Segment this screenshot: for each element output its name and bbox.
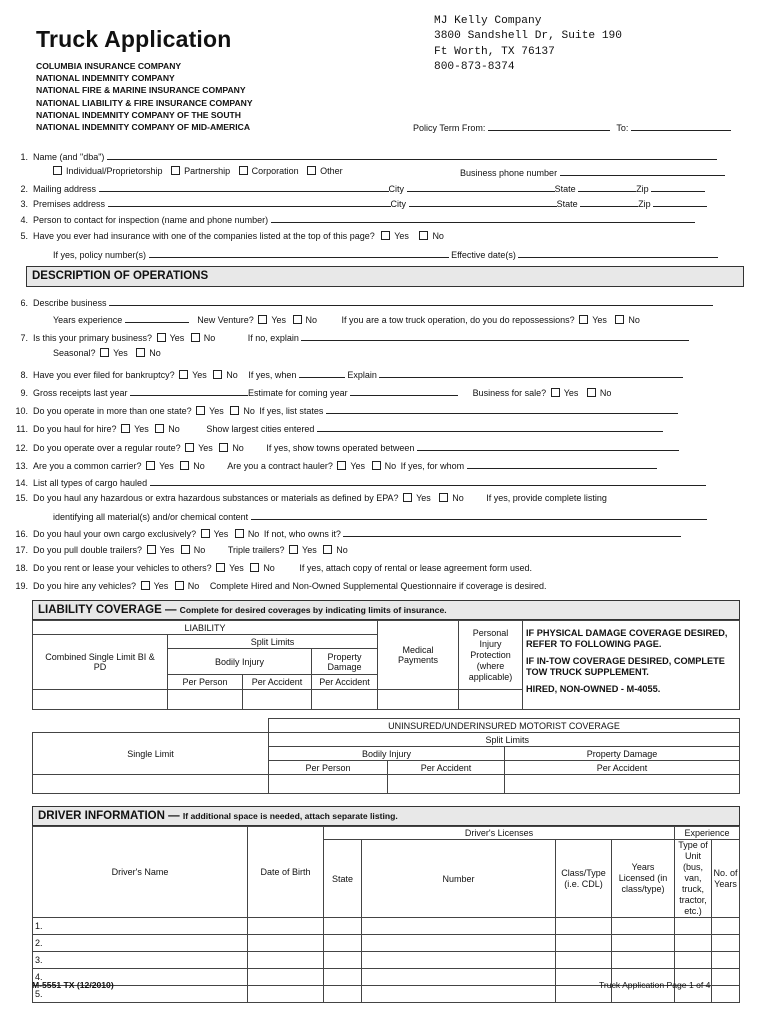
listing-label: If yes, provide complete listing <box>486 493 607 503</box>
class-cell[interactable] <box>556 935 612 952</box>
liability-subheading: Complete for desired coverages by indicating limits of insurance. <box>179 605 447 615</box>
no-label: No <box>168 424 180 434</box>
q16-label: Do you haul your own cargo exclusively? <box>33 529 197 539</box>
yes-checkbox[interactable] <box>196 406 205 415</box>
for-whom-field[interactable] <box>467 459 657 469</box>
entity-label: Corporation <box>251 166 299 176</box>
split-limits-header: Split Limits <box>168 635 378 649</box>
um-uim-table <box>32 718 740 794</box>
business-for-sale-label: Business for sale? <box>472 388 547 398</box>
triple-label: Triple trailers? <box>227 545 285 555</box>
yes-checkbox[interactable] <box>179 370 188 379</box>
um-bodily-injury: Bodily Injury <box>269 747 505 761</box>
no-checkbox[interactable] <box>419 231 428 240</box>
in-tow-note: IF IN-TOW COVERAGE DESIRED, COMPLETE TOW TRUCK SUPPLEMENT. <box>526 656 725 677</box>
company-name: COLUMBIA INSURANCE COMPANY <box>36 61 182 71</box>
no-checkbox[interactable] <box>235 529 244 538</box>
yes-checkbox[interactable] <box>201 529 210 538</box>
zip-label: Zip <box>638 199 651 209</box>
hired-non-owned-note: HIRED, NON-OWNED - M-4055. <box>526 684 661 694</box>
question-6: 6. Describe business <box>8 296 713 308</box>
unit-type-cell[interactable] <box>675 918 712 935</box>
gross-receipts-field[interactable] <box>130 386 248 396</box>
towns-between-label: If yes, show towns operated between <box>266 443 415 453</box>
number-cell[interactable] <box>362 986 556 1003</box>
yes-label: Yes <box>192 370 207 380</box>
q18-label: Do you rent or lease your vehicles to others? <box>33 563 212 573</box>
who-owns-label: If not, who owns it? <box>263 529 341 539</box>
no-label: No <box>226 370 238 380</box>
entity-label: Other <box>320 166 343 176</box>
no-checkbox[interactable] <box>250 563 259 572</box>
property-damage-header: Property Damage <box>312 649 378 675</box>
yes-checkbox[interactable] <box>121 424 130 433</box>
yes-checkbox[interactable] <box>216 563 225 572</box>
state-label: State <box>556 199 578 209</box>
no-label: No <box>336 545 348 555</box>
yes-label: Yes <box>350 461 366 471</box>
um-single-limit-input[interactable] <box>33 775 269 794</box>
driver-row <box>33 952 740 969</box>
no-years-header: No. of Years <box>712 840 740 918</box>
no-label: No <box>599 388 612 398</box>
yes-label: Yes <box>134 424 149 434</box>
other-checkbox[interactable] <box>307 166 316 175</box>
question-14: 14. List all types of cargo hauled <box>8 476 706 488</box>
driver-table <box>32 826 740 1003</box>
pip-header: Personal Injury Protection (where applicable) <box>459 621 523 690</box>
cities-field[interactable] <box>317 422 663 432</box>
driver-row-number[interactable]: 1. <box>33 918 248 935</box>
company-name: NATIONAL FIRE & MARINE INSURANCE COMPANY <box>36 85 246 96</box>
mailing-address-field[interactable] <box>99 182 389 192</box>
driver-row-number[interactable]: 5. <box>33 986 248 1003</box>
yes-label: Yes <box>563 388 579 398</box>
dob-cell[interactable] <box>248 952 324 969</box>
policy-numbers-row <box>53 248 718 260</box>
yes-checkbox[interactable] <box>579 315 588 324</box>
yes-label: Yes <box>169 333 185 343</box>
partnership-checkbox[interactable] <box>171 166 180 175</box>
class-cell[interactable] <box>556 918 612 935</box>
single-limit-header: Single Limit <box>33 733 269 775</box>
city-field[interactable] <box>409 197 557 207</box>
policy-term-to-field[interactable] <box>631 121 731 131</box>
yes-checkbox[interactable] <box>381 231 390 240</box>
no-label: No <box>232 443 244 453</box>
q17-label: Do you pull double trailers? <box>33 545 143 555</box>
entity-label: Individual/Proprietorship <box>66 166 163 176</box>
entity-label: Partnership <box>184 166 231 176</box>
years-experience-label: Years experience <box>53 315 123 325</box>
number-cell[interactable] <box>362 935 556 952</box>
question-12: 12. Do you operate over a regular route? Yes No If yes, show towns operated between <box>8 441 679 453</box>
no-checkbox[interactable] <box>155 424 164 433</box>
yes-checkbox[interactable] <box>141 581 150 590</box>
entity-type-row <box>53 166 343 176</box>
estimate-label: Estimate for coming year <box>248 388 348 398</box>
if-no-explain-label: If no, explain <box>247 333 299 343</box>
state-cell[interactable] <box>324 952 362 969</box>
page-title: Truck Application <box>36 26 232 52</box>
yes-label: Yes <box>153 581 169 591</box>
question-15: 15. Do you haul any hazardous or extra hazardous substances or materials as defined by EPA? Yes No If yes, provide complete listing <box>15 493 607 503</box>
number-cell[interactable] <box>362 969 556 986</box>
policy-term-to-label: To: <box>616 123 629 133</box>
q12-label: Do you operate over a regular route? <box>33 443 181 453</box>
no-checkbox[interactable] <box>439 493 448 502</box>
per-person-header: Per Person <box>168 675 243 690</box>
years-licensed-cell[interactable] <box>612 952 675 969</box>
dob-header: Date of Birth <box>248 827 324 918</box>
number-cell[interactable] <box>362 918 556 935</box>
no-years-cell[interactable] <box>712 935 740 952</box>
q4-label: Person to contact for inspection (name and phone number) <box>33 215 269 225</box>
no-label: No <box>187 581 200 591</box>
number-header: Number <box>362 840 556 918</box>
q6-label: Describe business <box>33 298 107 308</box>
no-label: No <box>263 563 275 573</box>
question-3: 3. Premises address City State Zip <box>8 197 707 209</box>
no-years-cell[interactable] <box>712 918 740 935</box>
page-number: Truck Application Page 1 of 4 <box>599 980 711 990</box>
no-checkbox[interactable] <box>191 333 200 342</box>
years-experience-field[interactable] <box>125 313 189 323</box>
dob-cell[interactable] <box>248 969 324 986</box>
yes-label: Yes <box>592 315 607 325</box>
question-11: 11. Do you haul for hire? Yes No Show largest cities entered <box>8 422 663 434</box>
no-checkbox[interactable] <box>230 406 239 415</box>
pd-per-accident-input-cell[interactable] <box>312 690 378 710</box>
insurance-companies <box>36 60 253 133</box>
q5-label: Have you ever had insurance with one of the companies listed at the top of this page? <box>33 231 375 241</box>
no-checkbox[interactable] <box>219 443 228 452</box>
no-label: No <box>432 231 444 241</box>
q19-label: Do you hire any vehicles? <box>33 581 137 591</box>
no-checkbox[interactable] <box>615 315 624 324</box>
question-9: 9. Gross receipts last year Estimate for coming year Business for sale? Yes No <box>20 388 612 398</box>
yes-checkbox[interactable] <box>157 333 166 342</box>
yes-checkbox[interactable] <box>258 315 267 324</box>
q14-label: List all types of cargo hauled <box>33 478 148 488</box>
driver-subheading: If additional space is needed, attach separate listing. <box>182 811 398 821</box>
coverage-notes <box>523 621 740 710</box>
state-cell[interactable] <box>324 918 362 935</box>
if-yes-when-label: If yes, when <box>248 370 297 380</box>
state-field[interactable] <box>578 182 636 192</box>
explain-label: Explain <box>347 370 377 380</box>
yes-checkbox[interactable] <box>100 348 109 357</box>
driver-heading-text: DRIVER INFORMATION — <box>38 810 180 822</box>
yes-checkbox[interactable] <box>551 388 560 397</box>
licenses-header: Driver's Licenses <box>324 827 675 840</box>
when-field[interactable] <box>299 368 345 378</box>
question-5: 5. Have you ever had insurance with one of the companies listed at the top of this page? Yes No <box>20 231 444 241</box>
um-per-accident-input[interactable] <box>388 775 505 794</box>
bankruptcy-explain-field[interactable] <box>379 368 683 378</box>
medical-payments-input-cell[interactable] <box>378 690 459 710</box>
agency-name: MJ Kelly Company <box>434 15 542 27</box>
no-checkbox[interactable] <box>180 461 189 470</box>
question-10: 10. Do you operate in more than one state? Yes No If yes, list states <box>8 404 678 416</box>
business-phone-label: Business phone number <box>460 168 558 178</box>
bi-per-person-input-cell[interactable] <box>168 690 243 710</box>
rental-copy-label: If yes, attach copy of rental or lease agreement form used. <box>299 563 532 573</box>
yes-label: Yes <box>113 348 128 358</box>
city-label: City <box>388 184 405 194</box>
yes-checkbox[interactable] <box>403 493 412 502</box>
no-checkbox[interactable] <box>587 388 596 397</box>
unit-type-cell[interactable] <box>675 935 712 952</box>
yes-checkbox[interactable] <box>147 545 156 554</box>
corporation-checkbox[interactable] <box>239 166 248 175</box>
pip-input-cell[interactable] <box>459 690 523 710</box>
no-years-cell[interactable] <box>712 969 740 986</box>
years-experience-row <box>53 313 640 325</box>
premises-address-field[interactable] <box>108 197 391 207</box>
years-licensed-header: Years Licensed (in class/type) <box>612 840 675 918</box>
effective-dates-label: Effective date(s) <box>451 250 516 260</box>
class-type-header: Class/Type (i.e. CDL) <box>556 840 612 918</box>
q2-label: Mailing address <box>33 184 97 194</box>
yes-label: Yes <box>416 493 431 503</box>
no-label: No <box>452 493 464 503</box>
question-17: 17. Do you pull double trailers? Yes No Triple trailers? Yes No <box>15 545 348 555</box>
driver-row-number[interactable]: 3. <box>33 952 248 969</box>
yes-label: Yes <box>229 563 244 573</box>
um-property-damage: Property Damage <box>505 747 740 761</box>
q15-label: Do you haul any hazardous or extra hazardous substances or materials as defined by EPA? <box>33 493 399 503</box>
driver-name-header: Driver's Name <box>33 827 248 918</box>
contact-field[interactable] <box>271 213 695 223</box>
zip-field[interactable] <box>651 182 705 192</box>
no-years-cell[interactable] <box>712 986 740 1003</box>
dob-cell[interactable] <box>248 935 324 952</box>
dob-cell[interactable] <box>248 918 324 935</box>
materials-field[interactable] <box>251 510 707 520</box>
yes-label: Yes <box>302 545 317 555</box>
seasonal-label: Seasonal? <box>53 348 96 358</box>
no-checkbox[interactable] <box>136 348 145 357</box>
operations-heading <box>26 266 744 287</box>
no-label: No <box>149 348 161 358</box>
agency-city: Ft Worth, TX 76137 <box>434 45 555 58</box>
um-pd-input[interactable] <box>505 775 740 794</box>
q1-label: Name (and "dba") <box>33 152 105 162</box>
liability-heading <box>32 600 740 620</box>
yes-checkbox[interactable] <box>337 461 346 470</box>
physical-damage-note: IF PHYSICAL DAMAGE COVERAGE DESIRED, REFER TO FOLLOWING PAGE. <box>526 628 728 649</box>
yes-label: Yes <box>271 315 286 325</box>
medical-payments-header: Medical Payments <box>378 621 459 690</box>
liability-heading-text: LIABILITY COVERAGE — <box>38 604 177 616</box>
yes-label: Yes <box>198 443 213 453</box>
state-header: State <box>324 840 362 918</box>
class-cell[interactable] <box>556 952 612 969</box>
driver-row-number[interactable]: 2. <box>33 935 248 952</box>
yes-label: Yes <box>159 545 175 555</box>
explain-field[interactable] <box>301 331 689 341</box>
yes-label: Yes <box>159 461 174 471</box>
company-name: NATIONAL LIABILITY & FIRE INSURANCE COMPANY <box>36 97 253 108</box>
policy-term-from-field[interactable] <box>488 121 610 131</box>
q13-label: Are you a common carrier? <box>33 461 142 471</box>
number-cell[interactable] <box>362 952 556 969</box>
question-19: 19. Do you hire any vehicles? Yes No Complete Hired and Non-Owned Supplemental Questionnaire if coverage is desired. <box>15 581 547 591</box>
policy-term <box>413 121 731 133</box>
state-cell[interactable] <box>324 969 362 986</box>
q7-label: Is this your primary business? <box>33 333 153 343</box>
um-per-person: Per Person <box>269 761 388 775</box>
per-accident-header: Per Accident <box>312 675 378 690</box>
agency-street: 3800 Sandshell Dr, Suite 190 <box>434 30 622 43</box>
policy-numbers-field[interactable] <box>149 248 449 258</box>
business-phone-field[interactable] <box>560 166 725 176</box>
no-checkbox[interactable] <box>213 370 222 379</box>
state-cell[interactable] <box>324 986 362 1003</box>
driver-row <box>33 935 740 952</box>
yes-label: Yes <box>394 231 409 241</box>
zip-label: Zip <box>636 184 649 194</box>
liability-label: LIABILITY <box>33 621 378 635</box>
yes-label: Yes <box>209 406 224 416</box>
question-7: 7. Is this your primary business? Yes No If no, explain <box>8 331 689 343</box>
liability-table <box>32 620 740 710</box>
no-label: No <box>193 545 206 555</box>
um-per-person-input[interactable] <box>269 775 388 794</box>
no-label: No <box>247 529 260 539</box>
um-per-accident: Per Accident <box>388 761 505 775</box>
q3-label: Premises address <box>33 199 106 209</box>
question-1: 1. Name (and "dba") <box>8 150 717 162</box>
city-label: City <box>390 199 407 209</box>
driver-row-number[interactable]: 4. <box>33 969 248 986</box>
bodily-injury-header: Bodily Injury <box>168 649 312 675</box>
q8-label: Have you ever filed for bankruptcy? <box>33 370 175 380</box>
q9-label: Gross receipts last year <box>33 388 128 398</box>
tow-question-label: If you are a tow truck operation, do you do repossessions? <box>341 315 575 325</box>
q10-label: Do you operate in more than one state? <box>33 406 192 416</box>
for-whom-label: If yes, for whom <box>400 461 465 471</box>
q15-cont-label: identifying all material(s) and/or chemical content <box>53 512 249 522</box>
csl-input-cell[interactable] <box>33 690 168 710</box>
yes-label: Yes <box>213 529 229 539</box>
list-states-label: If yes, list states <box>259 406 324 416</box>
no-label: No <box>193 461 205 471</box>
years-licensed-cell[interactable] <box>612 935 675 952</box>
individual-checkbox[interactable] <box>53 166 62 175</box>
question-2: 2. Mailing address City State Zip <box>8 182 705 194</box>
question-4: 4. Person to contact for inspection (name and phone number) <box>8 213 695 225</box>
name-field[interactable] <box>107 150 717 160</box>
yes-checkbox[interactable] <box>289 545 298 554</box>
driver-heading <box>32 806 740 826</box>
form-number: M-5551 TX (12/2010) <box>32 980 114 990</box>
q11-label: Do you haul for hire? <box>33 424 117 434</box>
driver-row <box>33 918 740 935</box>
no-checkbox[interactable] <box>323 545 332 554</box>
question-8: 8. Have you ever filed for bankruptcy? Yes No If yes, when Explain <box>8 368 683 380</box>
years-licensed-cell[interactable] <box>612 918 675 935</box>
company-name: NATIONAL INDEMNITY COMPANY OF THE SOUTH <box>36 109 241 120</box>
describe-business-field[interactable] <box>109 296 713 306</box>
combined-single-header: Combined Single Limit BI & PD <box>33 635 168 690</box>
question-13: 13. Are you a common carrier? Yes No Are you a contract hauler? Yes No If yes, for whom <box>8 459 657 471</box>
dob-cell[interactable] <box>248 986 324 1003</box>
hired-questionnaire-label: Complete Hired and Non-Owned Supplemental Questionnaire if coverage is desired. <box>209 581 547 591</box>
states-field[interactable] <box>326 404 678 414</box>
agency-phone: 800-873-8374 <box>434 60 515 73</box>
question-16: 16. Do you haul your own cargo exclusively? Yes No If not, who owns it? <box>8 527 681 539</box>
type-of-unit-header: Type of Unit (bus, van, truck, tractor, etc.) <box>675 840 712 918</box>
owner-field[interactable] <box>343 527 681 537</box>
state-label: State <box>554 184 576 194</box>
question-18: 18. Do you rent or lease your vehicles to others? Yes No If yes, attach copy of rental or lease agreement form used. <box>15 563 532 573</box>
no-years-cell[interactable] <box>712 952 740 969</box>
no-checkbox[interactable] <box>372 461 381 470</box>
policy-term-from-label: Policy Term From: <box>413 123 486 133</box>
bi-per-accident-input-cell[interactable] <box>243 690 312 710</box>
per-accident-header: Per Accident <box>243 675 312 690</box>
no-label: No <box>384 461 397 471</box>
state-cell[interactable] <box>324 935 362 952</box>
new-venture-label: New Venture? <box>197 315 254 325</box>
um-pd-per-accident: Per Accident <box>505 761 740 775</box>
q15-continued <box>53 510 707 522</box>
state-field[interactable] <box>580 197 638 207</box>
contract-hauler-label: Are you a contract hauler? <box>227 461 333 471</box>
no-label: No <box>203 333 216 343</box>
um-heading: UNINSURED/UNDERINSURED MOTORIST COVERAGE <box>269 719 740 733</box>
operations-heading-text: DESCRIPTION OF OPERATIONS <box>32 270 209 282</box>
no-label: No <box>628 315 640 325</box>
towns-field[interactable] <box>417 441 679 451</box>
effective-dates-field[interactable] <box>518 248 718 258</box>
um-split-limits: Split Limits <box>269 733 740 747</box>
experience-header: Experience <box>675 827 740 840</box>
no-checkbox[interactable] <box>181 545 190 554</box>
company-name: NATIONAL INDEMNITY COMPANY OF MID-AMERICA <box>36 122 251 133</box>
yes-checkbox[interactable] <box>146 461 155 470</box>
agency-address <box>434 14 622 75</box>
zip-field[interactable] <box>653 197 707 207</box>
no-label: No <box>243 406 255 416</box>
seasonal-row <box>53 348 161 358</box>
policy-numbers-label: If yes, policy number(s) <box>53 250 147 260</box>
largest-cities-label: Show largest cities entered <box>206 424 315 434</box>
no-checkbox[interactable] <box>293 315 302 324</box>
company-name: NATIONAL INDEMNITY COMPANY <box>36 73 175 84</box>
yes-checkbox[interactable] <box>185 443 194 452</box>
unit-type-cell[interactable] <box>675 952 712 969</box>
no-label: No <box>305 315 318 325</box>
city-field[interactable] <box>407 182 555 192</box>
cargo-types-field[interactable] <box>150 476 706 486</box>
estimate-field[interactable] <box>350 386 458 396</box>
business-phone <box>460 166 725 178</box>
no-checkbox[interactable] <box>175 581 184 590</box>
